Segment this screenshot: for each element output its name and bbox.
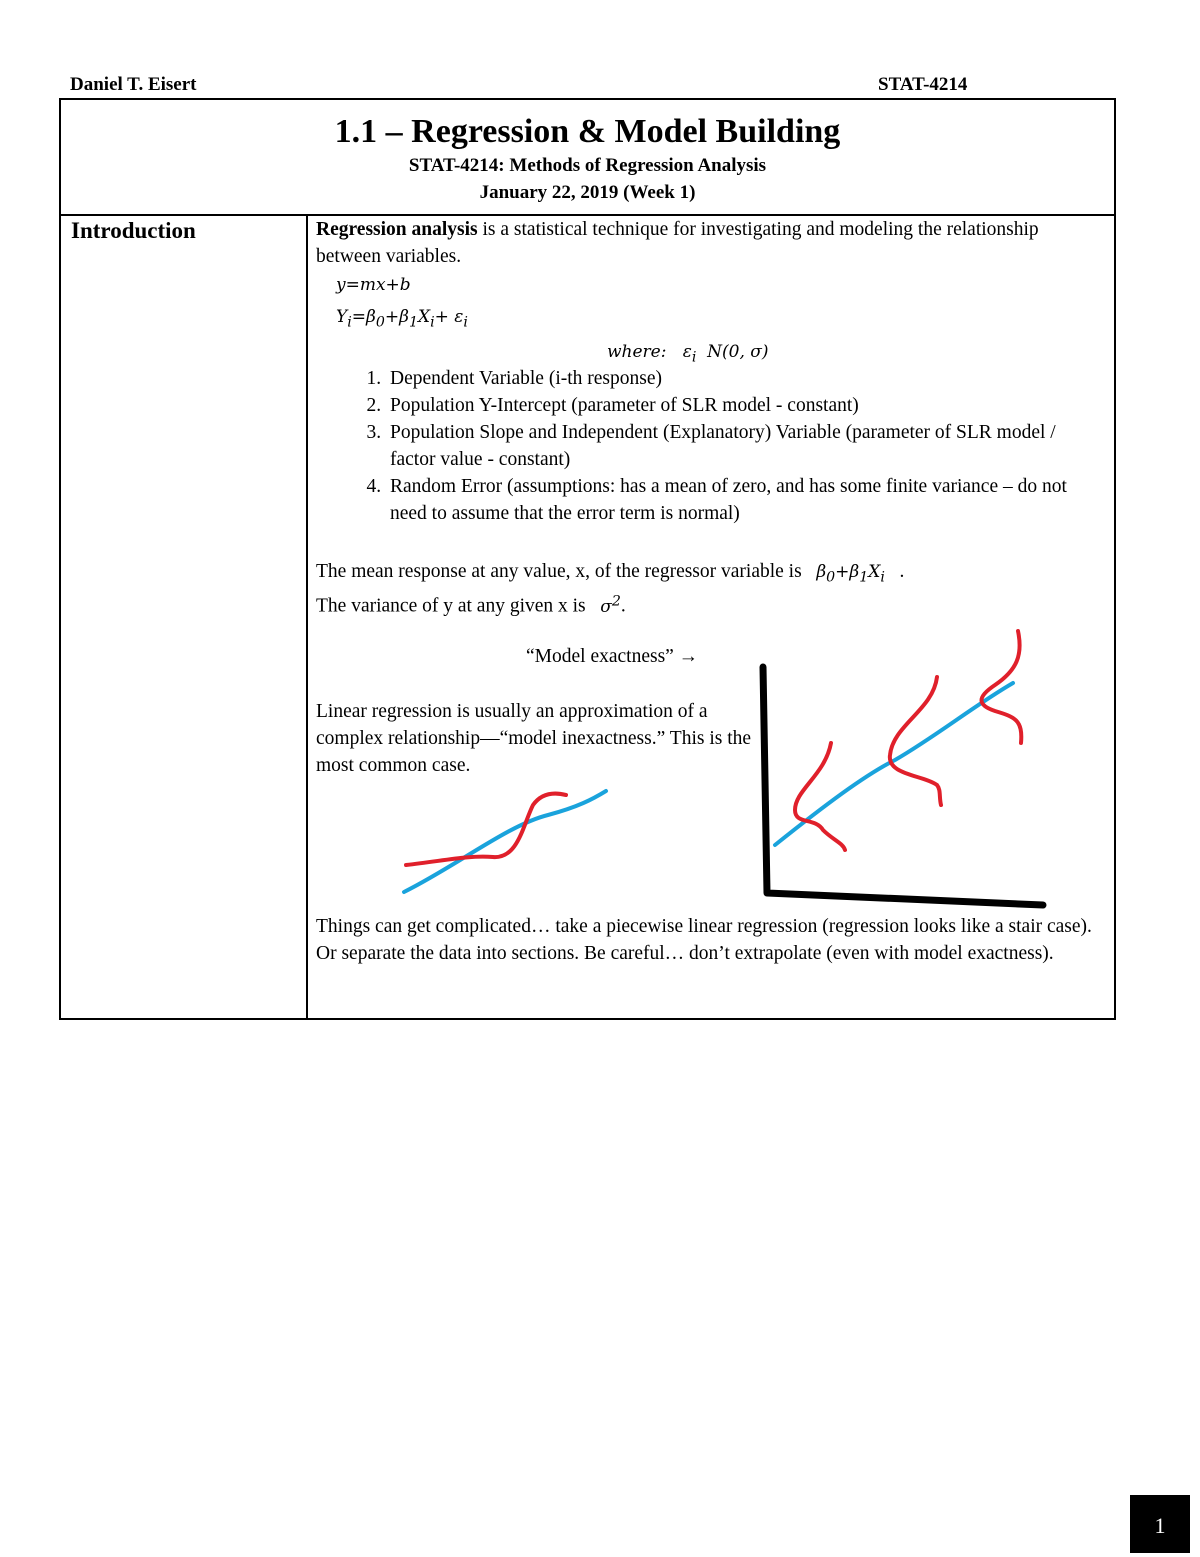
list-item: 3. Population Slope and Independent (Explanatory) Variable (parameter of SLR model / factor value - constant) [386,419,1106,473]
intro-term: Regression analysis [316,219,478,240]
variance-text: The variance of y at any given x is $\sigma^2$. [316,593,626,617]
intro-paragraph [316,216,1106,270]
complications-text: Things can get complicated… take a piecewise linear regression (regression looks like a stair case). Or separate the data into sections. Be careful… don’t extrapolate (even with model exactness). [316,916,1092,964]
where-label: where: [607,342,667,362]
inexactness-text: Linear regression is usually an approximation of a complex relationship—“model inexactness.” This is the most common case. [316,701,752,776]
slope-intercept-equation: y=mx+b [336,275,411,295]
page-title: 1.1 – Regression & Model Building [334,113,841,150]
model-exactness-label: “Model exactness” → [526,646,699,667]
page-number: 1 [1130,1495,1190,1553]
author-name: Daniel T. Eisert [70,74,197,95]
list-item: 1. Dependent Variable (i-th response) [386,365,1106,392]
list-item: 4. Random Error (assumptions: has a mean of zero, and has some finite variance – do not need to assume that the error term is normal) [386,473,1106,527]
exactness-sketch [755,625,1055,915]
regression-model-equation: $Y_i=\beta_0+\beta_1X_i+ \varepsilon_i$ [336,307,468,331]
distribution-curve [890,677,941,805]
section-content [316,216,1106,964]
true-relationship-curve [406,794,566,865]
lecture-date: January 22, 2019 (Week 1) [479,182,696,203]
distribution-curve [982,631,1022,743]
section-heading: Introduction [71,218,196,243]
column-divider [306,214,308,1018]
course-code: STAT-4214 [878,74,968,95]
list-item: 2. Population Y-Intercept (parameter of SLR model - constant) [386,392,1106,419]
regression-line [404,791,606,892]
title-block [61,100,1114,216]
term-list [346,365,1106,527]
mean-response-text: The mean response at any value, x, of the regressor variable is $\beta_0+\beta_1X_i$ . [316,561,905,586]
inexactness-sketch [398,785,613,900]
error-distribution: where: $\varepsilon_i$ N(0, σ) [607,342,769,366]
intro-definition: is a statistical technique for investigating and modeling the relationship between variables. [316,219,1039,267]
course-subtitle: STAT-4214: Methods of Regression Analysis [408,155,767,176]
